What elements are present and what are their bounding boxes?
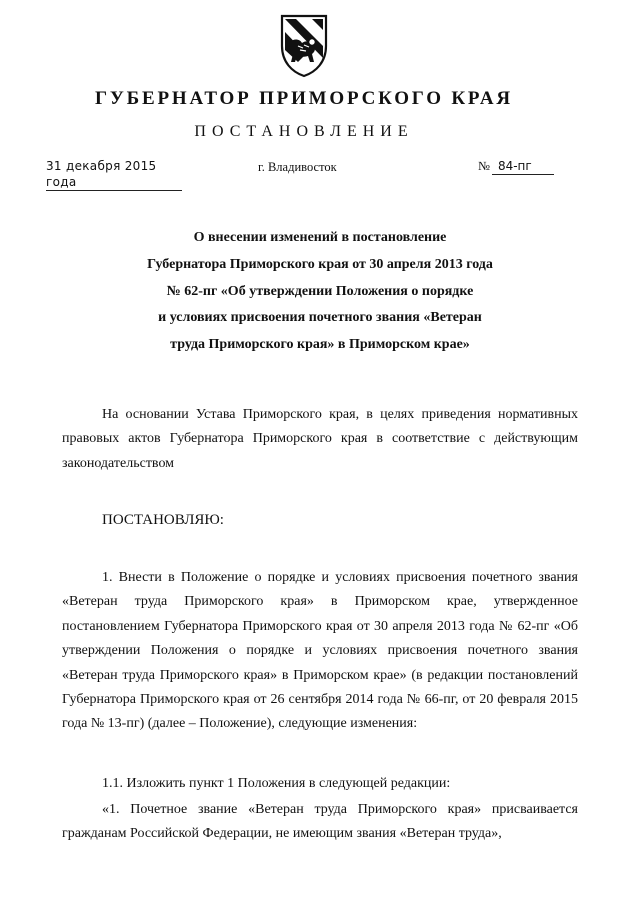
document-type: ПОСТАНОВЛЕНИЕ	[194, 123, 414, 140]
item-1-1-paragraph: 1.1. Изложить пункт 1 Положения в следующей редакции:	[102, 776, 451, 791]
quoted-clause-paragraph: «1. Почетное звание «Ветеран труда Приморского края» присваивается гражданам Российской Федерации, не имеющим звания «Ветеран труда»,	[62, 802, 578, 842]
basis-paragraph: На основании Устава Приморского края, в целях приведения нормативных правовых актов Губернатора Приморского края в соответствие с действующим законодательством	[62, 407, 578, 471]
subject-line: № 62-пг «Об утверждении Положения о порядке	[166, 283, 474, 299]
subject-line: и условиях присвоения почетного звания «Ветеран	[158, 310, 482, 326]
document-subject	[100, 225, 540, 359]
document-city: г. Владивосток	[258, 160, 337, 174]
governor-title: ГУБЕРНАТОР ПРИМОРСКОГО КРАЯ	[95, 88, 513, 109]
document-number	[478, 158, 554, 175]
coat-of-arms-icon	[276, 12, 332, 78]
number-prefix: №	[478, 159, 490, 173]
number-value: 84-пг	[492, 158, 554, 175]
subject-line: О внесении изменений в постановление	[193, 230, 447, 245]
date-value: 31 декабря 2015 года	[46, 158, 182, 191]
subject-line: труда Приморского края» в Приморском крае»	[170, 337, 470, 353]
document-date	[46, 158, 182, 191]
item-1-paragraph: 1. Внести в Положение о порядке и условиях присвоения почетного звания «Ветеран труда Приморского края» в Приморском крае, утвержденное постановлением Губернатора Приморского края от 30 апреля 2013 года № 62-пг «Об утверждении Положения о порядке и условиях присвоения почетного звания «Ветеран труда Приморского края» в Приморском крае» (в редакции постановлений Губернатора Приморского края от 26 сентября 2014 года № 66-пг, от 20 февраля 2015 года № 13-пг) (далее – Положение), следующие изменения:	[62, 570, 578, 732]
decree-heading: ПОСТАНОВЛЯЮ:	[102, 512, 224, 528]
subject-line: Губернатора Приморского края от 30 апреля 2013 года	[147, 256, 493, 272]
